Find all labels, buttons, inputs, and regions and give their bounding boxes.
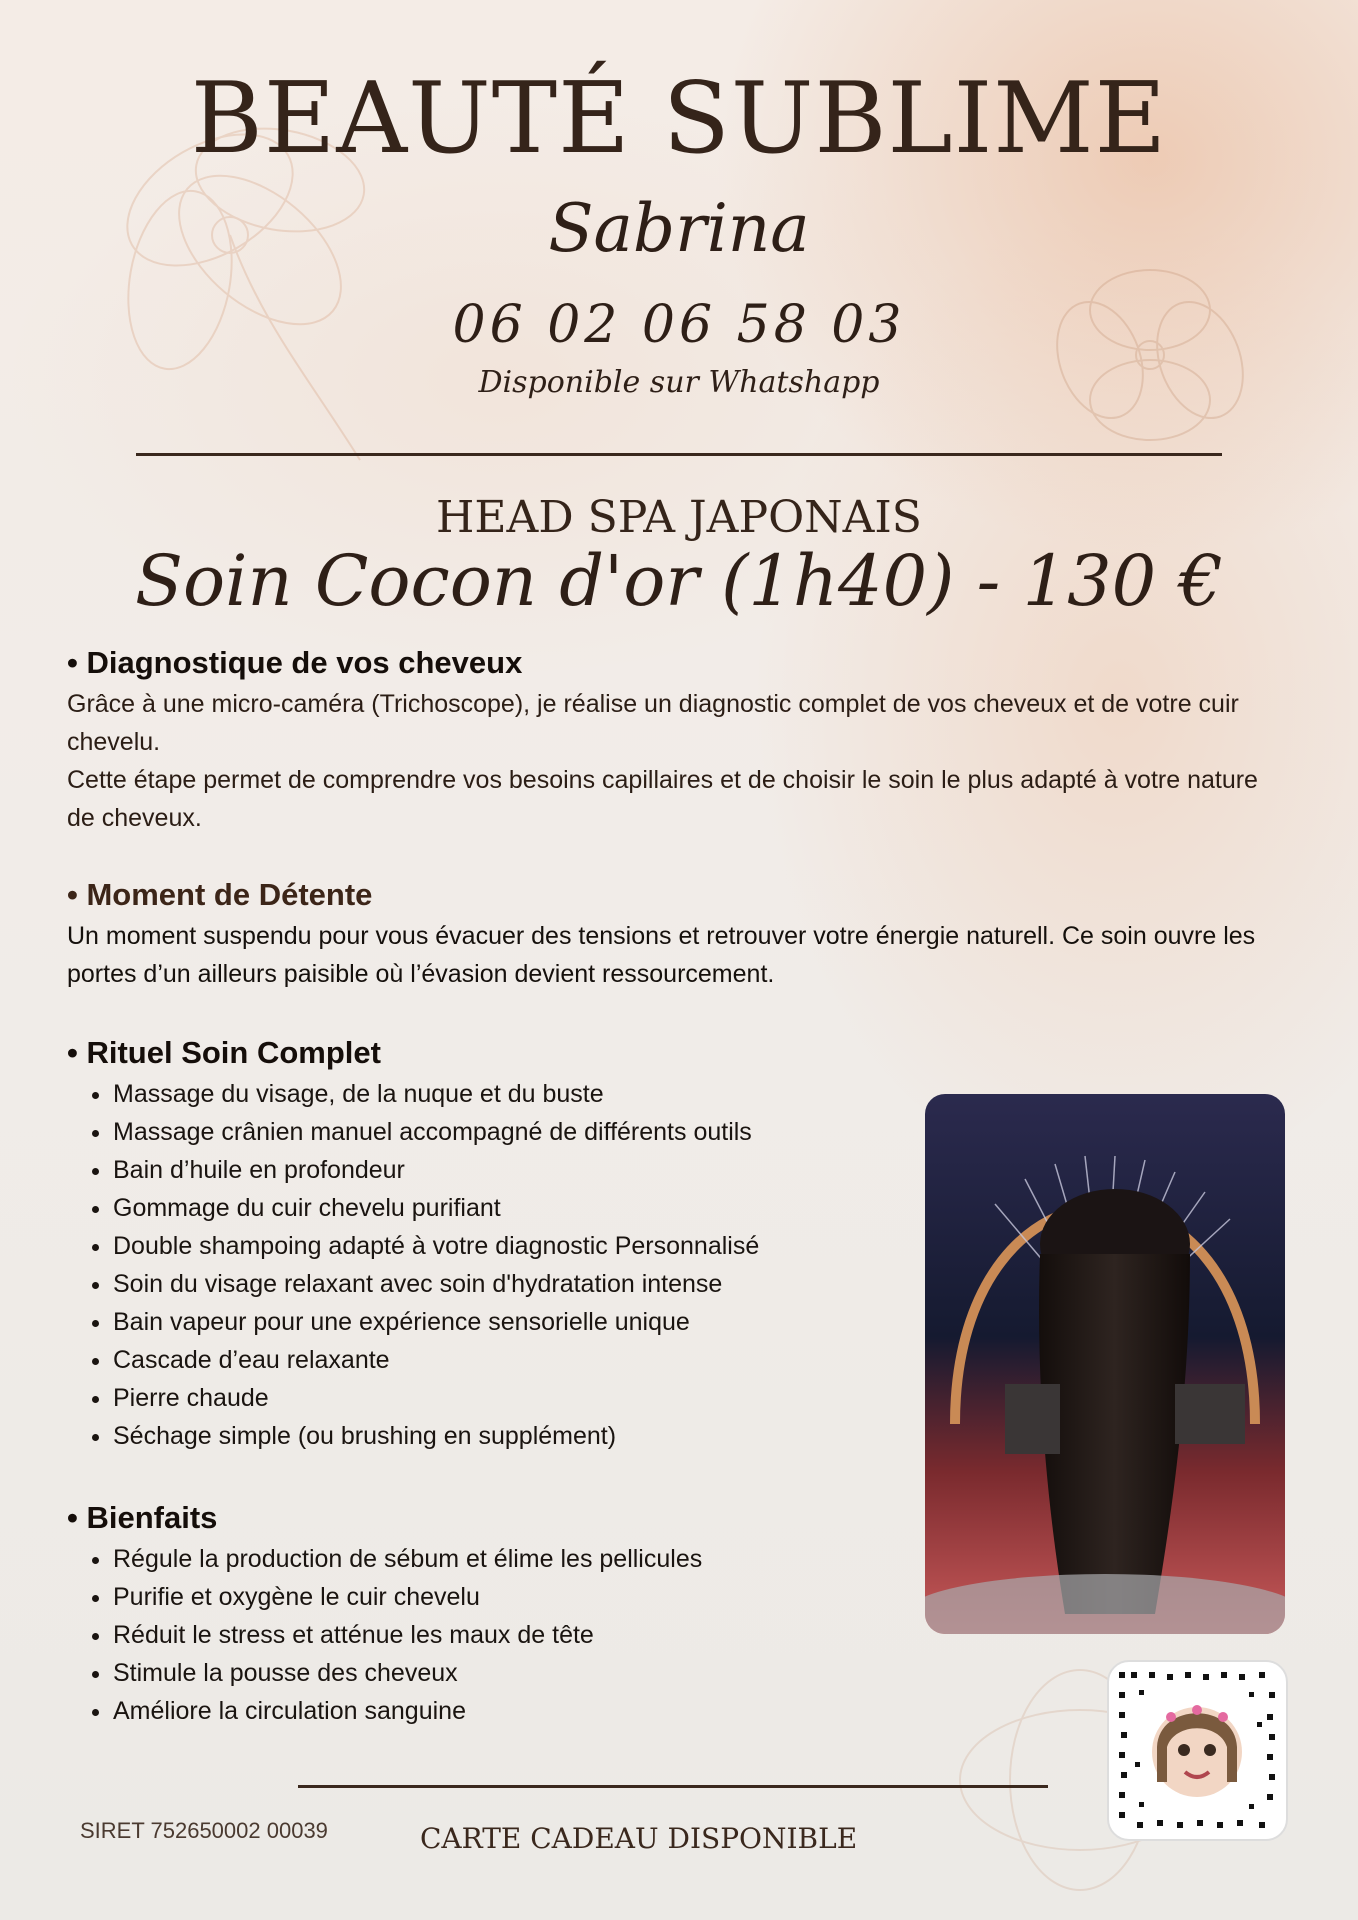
gift-card-notice: CARTE CADEAU DISPONIBLE — [420, 1822, 858, 1855]
list-item: • Massage du visage, de la nuque et du buste — [113, 1075, 907, 1113]
phone-number[interactable]: 06 02 06 58 03 — [452, 295, 906, 355]
list-item: • Bain d’huile en profondeur — [113, 1151, 907, 1189]
section-diagnostic — [67, 645, 1267, 837]
qr-code-illustration — [1109, 1662, 1286, 1839]
section-heading: • Diagnostique de vos cheveux — [67, 645, 523, 680]
head-spa-photo — [925, 1094, 1285, 1634]
section-bienfaits — [67, 1500, 907, 1730]
qr-code[interactable] — [1107, 1660, 1288, 1841]
head-spa-illustration — [925, 1094, 1285, 1634]
list-item: • Stimule la pousse des cheveux — [113, 1654, 907, 1692]
offer-price: Soin Cocon d'or (1h40) - 130 € — [135, 540, 1223, 622]
list-item: • Régule la production de sébum et élime les pellicules — [113, 1540, 907, 1578]
list-item: • Double shampoing adapté à votre diagnostic Personnalisé — [113, 1227, 907, 1265]
section-rituel — [67, 1035, 907, 1455]
service-title: HEAD SPA JAPONAIS — [436, 492, 922, 543]
section-heading: • Bienfaits — [67, 1500, 218, 1535]
list-item: • Améliore la circulation sanguine — [113, 1692, 907, 1730]
bienfaits-list — [67, 1540, 907, 1730]
section-detente — [67, 877, 1267, 993]
list-item: • Pierre chaude — [113, 1379, 907, 1417]
rituel-list — [67, 1075, 907, 1455]
list-item: • Massage crânien manuel accompagné de différents outils — [113, 1113, 907, 1151]
list-item: • Réduit le stress et atténue les maux de tête — [113, 1616, 907, 1654]
list-item: • Séchage simple (ou brushing en supplément) — [113, 1417, 907, 1455]
list-item: • Bain vapeur pour une expérience sensorielle unique — [113, 1303, 907, 1341]
list-item: • Soin du visage relaxant avec soin d'hydratation intense — [113, 1265, 907, 1303]
section-heading: • Rituel Soin Complet — [67, 1035, 381, 1070]
section-paragraph: Grâce à une micro-caméra (Trichoscope), je réalise un diagnostic complet de vos cheveux et de votre cuir chevelu. — [67, 690, 1239, 756]
header-divider — [136, 453, 1222, 456]
footer-divider — [298, 1785, 1048, 1788]
list-item: • Purifie et oxygène le cuir chevelu — [113, 1578, 907, 1616]
brand-title: BEAUTÉ SUBLIME — [190, 62, 1168, 176]
section-heading: • Moment de Détente — [67, 877, 373, 912]
siret-number: SIRET 752650002 00039 — [80, 1818, 328, 1843]
section-paragraph: Cette étape permet de comprendre vos besoins capillaires et de choisir le soin le plus adapté à votre nature de cheveux. — [67, 766, 1258, 832]
owner-name: Sabrina — [548, 190, 810, 267]
section-paragraph: Un moment suspendu pour vous évacuer des tensions et retrouver votre énergie naturell. Ce soin ouvre les portes d’un ailleurs paisible où l’évasion devient ressourcement. — [67, 922, 1256, 988]
availability-note: Disponible sur Whatshapp — [478, 365, 880, 400]
list-item: • Gommage du cuir chevelu purifiant — [113, 1189, 907, 1227]
list-item: • Cascade d’eau relaxante — [113, 1341, 907, 1379]
